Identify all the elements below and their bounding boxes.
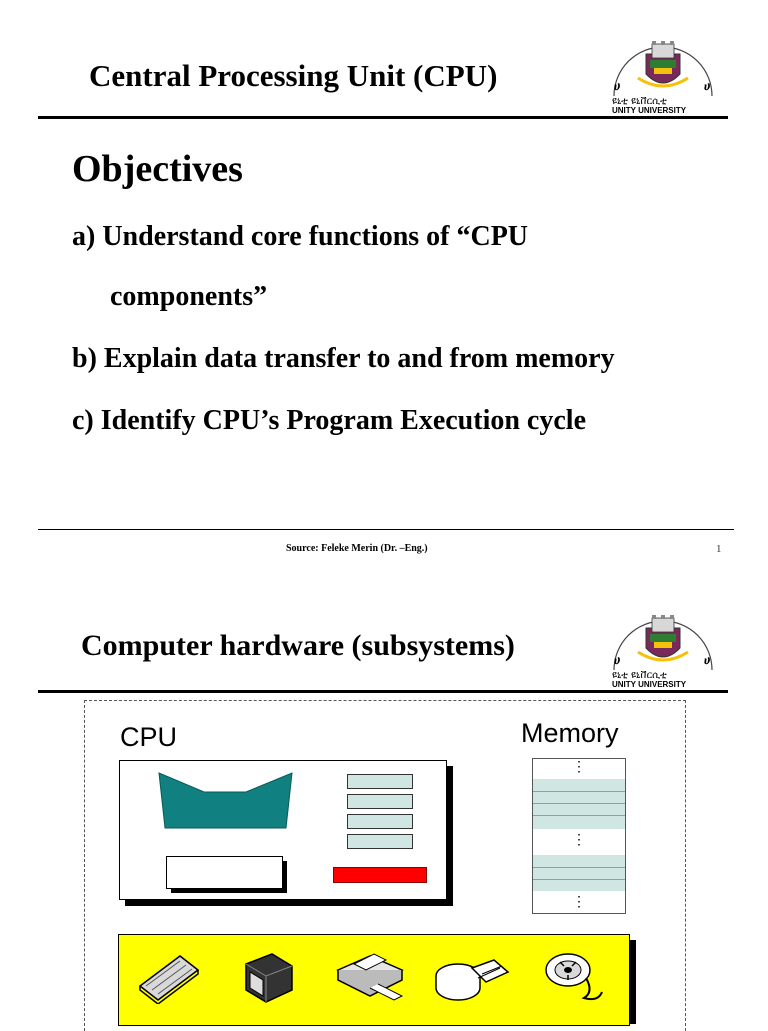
logo-english-text: UNITY UNIVERSITY (612, 680, 687, 689)
svg-text:ሀ: ሀ (614, 653, 621, 667)
cpu-label: CPU (120, 722, 178, 752)
slide1-title: Central Processing Unit (CPU) (89, 58, 498, 93)
disk-drive-icon (432, 954, 512, 1006)
control-unit-box (166, 856, 283, 889)
memory-label: Memory (521, 718, 619, 748)
tape-reel-icon (540, 948, 606, 1010)
memory-column (532, 758, 626, 914)
university-crest-icon (608, 608, 718, 672)
memory-dots: ⋮ (572, 895, 586, 910)
slide1-logo (608, 34, 718, 116)
register (347, 794, 413, 809)
objective-item: b) Explain data transfer to and from memory (72, 343, 615, 374)
memory-band (533, 779, 625, 829)
register (347, 814, 413, 829)
logo-amharic-text: ዩኒቲ ዩኒቨርሲቲ (612, 96, 667, 107)
monitor-icon (236, 950, 298, 1006)
svg-text:ሀ: ሀ (704, 653, 711, 667)
objectives-heading: Objectives (72, 148, 243, 190)
printer-icon (330, 948, 410, 1006)
objective-item: a) Understand core functions of “CPU (72, 221, 529, 252)
slide1-footer-rule (38, 529, 734, 530)
memory-band (533, 855, 625, 891)
slide2-title: Computer hardware (subsystems) (81, 629, 515, 662)
slide1-title-rule (38, 116, 728, 119)
svg-text:ሀ: ሀ (704, 79, 711, 93)
register (347, 774, 413, 789)
slide1-page-number: 1 (716, 543, 722, 555)
slide2-logo (608, 608, 718, 690)
register (347, 834, 413, 849)
objective-item: c) Identify CPU’s Program Execution cycle (72, 405, 586, 436)
memory-dots: ⋮ (572, 760, 586, 775)
logo-english-text: UNITY UNIVERSITY (612, 106, 687, 115)
alu-shape (158, 772, 293, 830)
logo-amharic-text: ዩኒቲ ዩኒቨርሲቲ (612, 670, 667, 681)
keyboard-icon (136, 952, 202, 1004)
memory-dots: ⋮ (572, 833, 586, 848)
control-signal-bar (333, 867, 427, 883)
objective-item: components” (110, 281, 268, 312)
slide2-title-rule (38, 690, 728, 693)
svg-text:ሀ: ሀ (614, 79, 621, 93)
university-crest-icon (608, 34, 718, 98)
slide1-footer-source: Source: Feleke Merin (Dr. –Eng.) (286, 543, 428, 554)
